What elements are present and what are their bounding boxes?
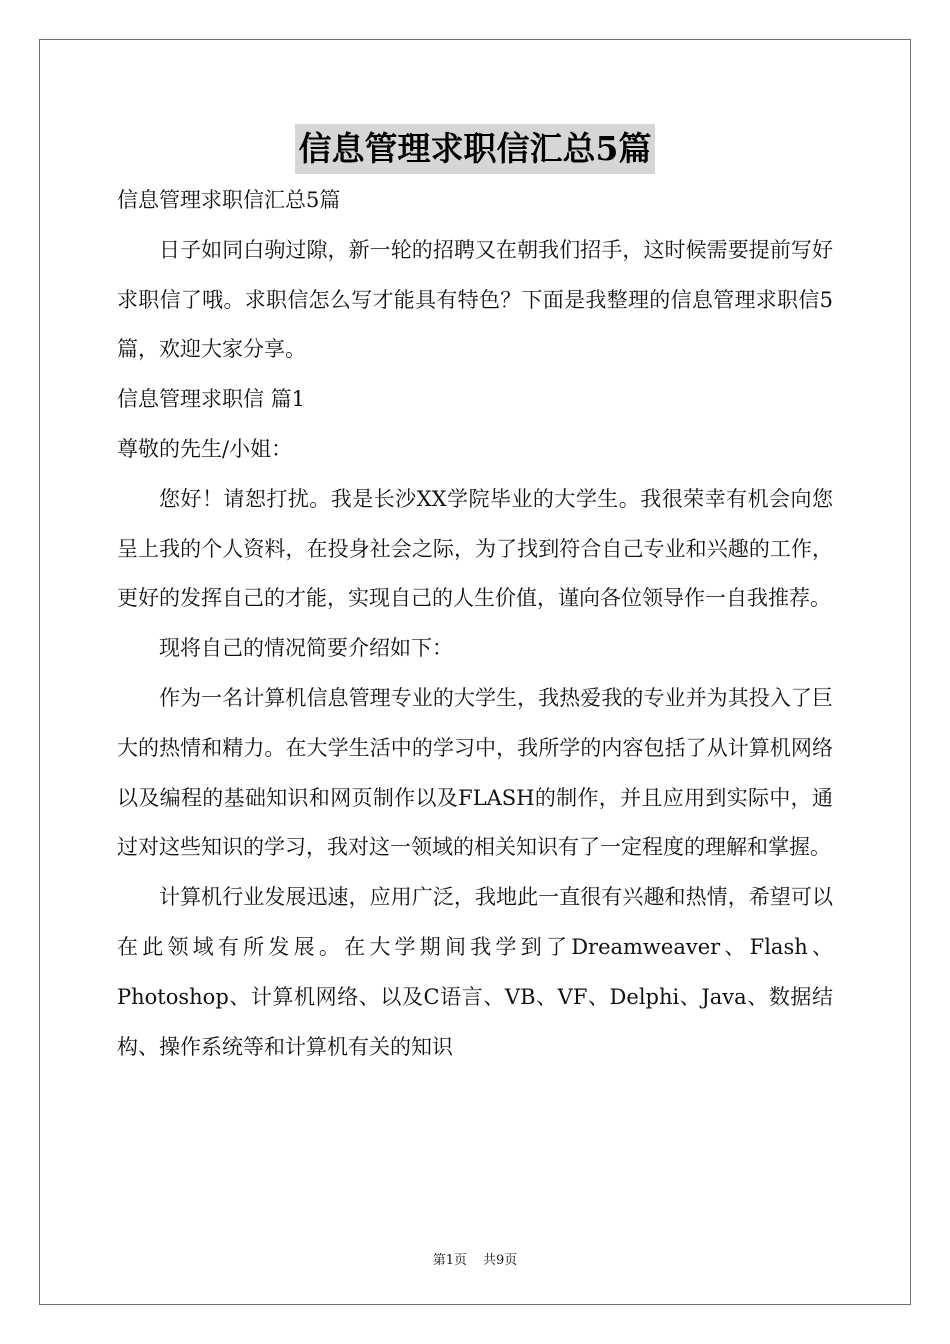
page-number: 第1页 xyxy=(432,1253,467,1268)
paragraph-subtitle: 信息管理求职信汇总5篇 xyxy=(117,188,341,212)
title-container xyxy=(0,124,950,174)
paragraph-major: 作为一名计算机信息管理专业的大学生，我热爱我的专业并为其投入了巨大的热情和精力。在大学生活中的学习中，我所学的内容包括了从计算机网络以及编程的基础知识和网页制作以及FLASH的制作，并且应用到实际中，通过对这些知识的学习，我对这一领域的相关知识有了一定程度的理解和掌握。 xyxy=(117,685,833,860)
document-body xyxy=(117,176,833,1072)
document-title: 信息管理求职信汇总5篇 xyxy=(295,124,656,174)
paragraph-intro: 日子如同白驹过隙，新一轮的招聘又在朝我们招手，这时候需要提前写好求职信了哦。求职信怎么写才能具有特色？下面是我整理的信息管理求职信5篇，欢迎大家分享。 xyxy=(117,237,833,362)
page-total: 共9页 xyxy=(483,1253,518,1268)
paragraph-greeting: 您好！请恕打扰。我是长沙XX学院毕业的大学生。我很荣幸有机会向您呈上我的个人资料，在投身社会之际，为了找到符合自己专业和兴趣的工作，更好的发挥自己的才能，实现自己的人生价值，谨向各位领导作一自我推荐。 xyxy=(117,486,833,611)
paragraph-introduce: 现将自己的情况简要介绍如下： xyxy=(159,636,453,661)
page-footer xyxy=(0,1249,950,1268)
paragraph-skills: 计算机行业发展迅速，应用广泛，我地此一直很有兴趣和热情，希望可以在此领域有所发展。在大学期间我学到了Dreamweaver、Flash、Photoshop、计算机网络、以及C语言、VB、VF、Delphi、Java、数据结构、操作系统等和计算机有关的知识 xyxy=(117,885,833,1059)
salutation: 尊敬的先生/小姐： xyxy=(117,436,293,461)
section-heading-1: 信息管理求职信 篇1 xyxy=(117,387,306,412)
